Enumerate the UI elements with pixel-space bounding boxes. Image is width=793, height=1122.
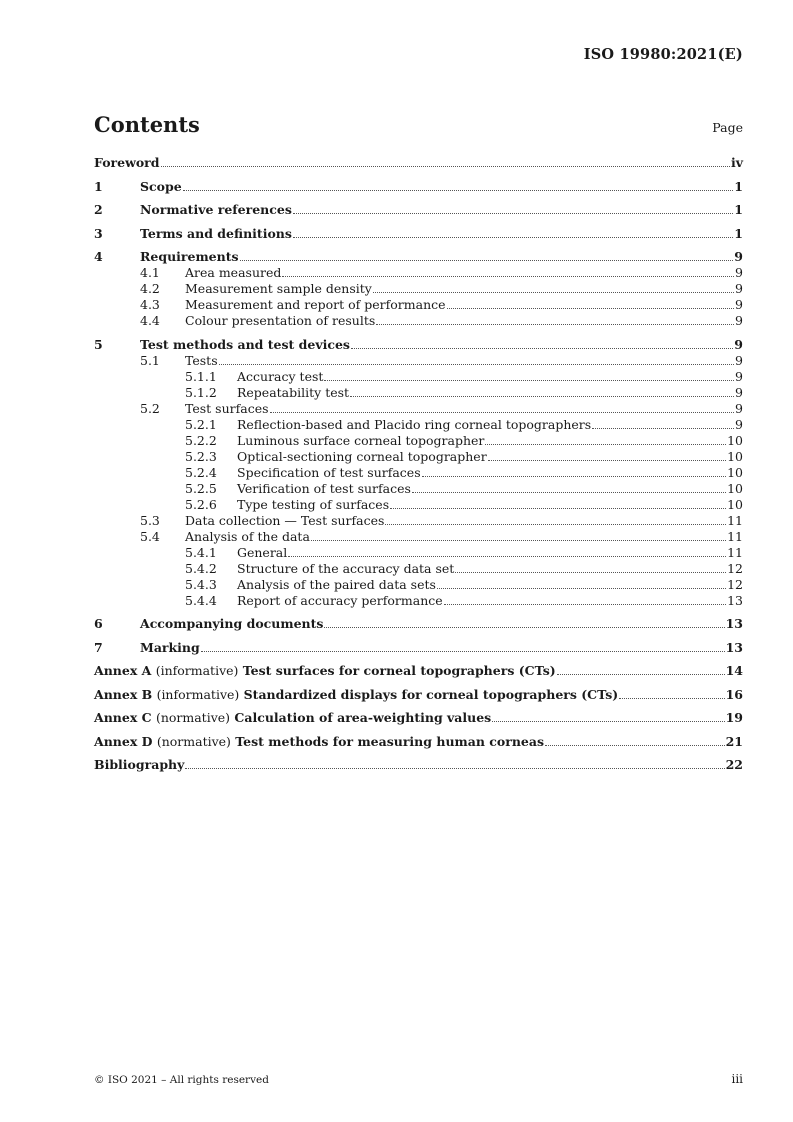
dot-leader (219, 363, 734, 365)
toc-entry-page: 11 (727, 512, 743, 528)
toc-entry-page: 13 (727, 592, 743, 608)
toc-entry[interactable] (94, 577, 743, 593)
annex-title: Test surfaces for corneal topographers (CTs) (242, 663, 556, 678)
dot-leader (592, 427, 734, 429)
toc-entry[interactable] (94, 513, 743, 529)
toc-entry-title: Analysis of the paired data sets (237, 576, 436, 592)
toc-entry-number: 3 (94, 225, 103, 241)
dot-leader (385, 523, 726, 525)
toc-entry-title: General (237, 544, 288, 560)
dot-leader (201, 650, 725, 652)
toc-entry[interactable] (94, 202, 743, 218)
toc-entry-number: 1 (94, 178, 103, 194)
toc-entry-title: Test methods and test devices (140, 336, 350, 352)
toc-entry[interactable] (94, 337, 743, 353)
dot-leader (161, 165, 730, 167)
toc-entry-title: Marking (140, 639, 200, 655)
toc-entry[interactable] (94, 545, 743, 561)
toc-entry-title: Measurement sample density (185, 281, 372, 296)
toc-entry-page: 9 (735, 313, 743, 328)
toc-entry-number: 5.2.3 (185, 448, 217, 464)
toc-entry-number: 5.4.4 (185, 592, 217, 608)
toc-entry-number: 7 (94, 639, 103, 655)
toc-entry[interactable] (94, 663, 743, 679)
toc-entry-page: 9 (735, 352, 743, 368)
page-column-label: Page (712, 120, 743, 135)
toc-entry-title: Verification of test surfaces (237, 480, 411, 496)
toc-entry-page: 16 (725, 686, 743, 702)
toc-entry-title: Analysis of the data (185, 528, 310, 544)
toc-entry[interactable] (94, 497, 743, 513)
dot-leader (185, 767, 724, 769)
dot-leader (492, 720, 724, 722)
toc-entry[interactable] (94, 640, 743, 656)
toc-entry-title: Colour presentation of results (185, 313, 376, 328)
toc-entry-number: 5.1.1 (185, 368, 217, 384)
dot-leader (422, 475, 726, 477)
toc-entry-page: 10 (727, 480, 743, 496)
toc-entry-title: Report of accuracy performance (237, 592, 443, 608)
toc-entry-title: Luminous surface corneal topographer (237, 432, 485, 448)
toc-entry-number: 5 (94, 336, 103, 352)
toc-entry[interactable] (94, 616, 743, 632)
toc-entry-page: 9 (735, 281, 743, 296)
annex-kind: (normative) (155, 710, 231, 725)
toc-entry-page: 9 (735, 297, 743, 312)
toc-entry-page: 9 (735, 368, 743, 384)
dot-leader (485, 443, 726, 445)
toc-entry-title: Type testing of surfaces (237, 496, 390, 512)
toc-entry-page: 10 (727, 496, 743, 512)
toc-entry-number: 5.4.2 (185, 560, 217, 576)
dot-leader (619, 697, 724, 699)
toc-entry[interactable] (94, 313, 743, 329)
toc-entry[interactable] (94, 481, 743, 497)
toc-entry-title: Repeatability test (237, 384, 350, 400)
annex-title: Test methods for measuring human corneas (235, 733, 545, 749)
dot-leader (376, 323, 734, 325)
toc-entry-page: 11 (727, 544, 743, 560)
toc-entry-page: 12 (727, 560, 743, 576)
dot-leader (390, 507, 726, 509)
toc-entry[interactable] (94, 297, 743, 313)
page-number: iii (731, 1072, 743, 1086)
toc-entry[interactable] (94, 353, 743, 369)
toc-entry-number: 5.4 (140, 528, 160, 544)
dot-leader (488, 459, 726, 461)
annex-label: Annex B (94, 686, 153, 702)
toc-entry-page: 9 (735, 265, 743, 280)
dot-leader (288, 555, 726, 557)
toc-entry[interactable] (94, 226, 743, 242)
toc-entry-title: Data collection — Test surfaces (185, 512, 385, 528)
toc-entry-page: 1 (734, 202, 743, 217)
annex-title: Standardized displays for corneal topographers (CTs) (243, 686, 619, 702)
toc-entry-page: 10 (727, 464, 743, 480)
toc-entry-number: 5.1 (140, 352, 160, 368)
table-of-contents (94, 155, 743, 773)
page-title: Contents (94, 112, 200, 137)
toc-entry-number: 2 (94, 202, 103, 217)
toc-entry-title: Accompanying documents (140, 616, 324, 631)
toc-entry[interactable] (94, 734, 743, 750)
toc-entry-page: 9 (734, 336, 743, 352)
toc-entry-page: 11 (727, 528, 743, 544)
dot-leader (183, 189, 734, 191)
toc-entry[interactable] (94, 449, 743, 465)
toc-entry-number: 5.1.2 (185, 384, 217, 400)
toc-entry-title: Reflection-based and Placido ring corneal topographers (237, 416, 592, 432)
dot-leader (282, 275, 734, 277)
copyright-notice: © ISO 2021 – All rights reserved (94, 1074, 269, 1086)
toc-entry-number: 4.2 (140, 281, 160, 296)
dot-leader (270, 411, 735, 413)
toc-entry-page: 10 (727, 448, 743, 464)
dot-leader (447, 307, 735, 309)
toc-entry-page: 12 (727, 576, 743, 592)
toc-entry-title (94, 687, 618, 703)
toc-entry[interactable] (94, 265, 743, 281)
dot-leader (373, 291, 734, 293)
dot-leader (444, 603, 726, 605)
toc-entry-title: Optical-sectioning corneal topographer (237, 448, 487, 464)
toc-entry-page: 9 (734, 249, 743, 264)
toc-entry[interactable] (94, 385, 743, 401)
toc-entry-number: 5.3 (140, 512, 160, 528)
toc-entry-title: Bibliography (94, 757, 185, 772)
toc-entry[interactable] (94, 369, 743, 385)
toc-entry-number: 4.3 (140, 297, 160, 312)
dot-leader (293, 236, 733, 238)
dot-leader (311, 539, 726, 541)
annex-title: Calculation of area-weighting values (234, 710, 492, 725)
toc-entry-page: 14 (725, 663, 743, 678)
toc-entry-title: Foreword (94, 155, 160, 170)
toc-entry-number: 5.2.6 (185, 496, 217, 512)
toc-entry-title (94, 734, 544, 750)
dot-leader (455, 571, 726, 573)
toc-entry-title (94, 663, 556, 679)
toc-entry[interactable] (94, 417, 743, 433)
toc-entry-title: Normative references (140, 202, 292, 217)
dot-leader (545, 744, 725, 746)
annex-kind: (informative) (155, 663, 239, 678)
toc-entry-number: 4.1 (140, 265, 160, 280)
toc-entry-number: 5.2.4 (185, 464, 217, 480)
toc-entry-title: Requirements (140, 249, 239, 264)
toc-entry-page: 9 (735, 384, 743, 400)
toc-entry-title: Test surfaces (185, 400, 269, 416)
toc-entry-number: 4 (94, 249, 103, 264)
toc-entry[interactable] (94, 561, 743, 577)
toc-entry-page: 1 (734, 225, 743, 241)
toc-entry-number: 5.2.5 (185, 480, 217, 496)
annex-label: Annex C (94, 710, 152, 725)
toc-entry-page: 19 (725, 710, 743, 725)
toc-entry-title (94, 710, 491, 726)
toc-entry[interactable] (94, 529, 743, 545)
toc-entry-page: 10 (727, 432, 743, 448)
dot-leader (324, 626, 724, 628)
toc-entry-page: 22 (725, 757, 743, 772)
toc-entry-page: 13 (725, 639, 743, 655)
toc-entry[interactable] (94, 281, 743, 297)
annex-label: Annex D (94, 733, 153, 749)
toc-entry-number: 5.4.3 (185, 576, 217, 592)
toc-entry-number: 4.4 (140, 313, 160, 328)
toc-entry-title: Measurement and report of performance (185, 297, 446, 312)
toc-entry-page: 13 (725, 616, 743, 631)
dot-leader (240, 259, 734, 261)
toc-entry[interactable] (94, 179, 743, 195)
toc-entry-number: 6 (94, 616, 103, 631)
dot-leader (557, 673, 725, 675)
toc-entry-number: 5.2.1 (185, 416, 217, 432)
toc-entry-number: 5.2 (140, 400, 160, 416)
toc-entry-title: Area measured (185, 265, 282, 280)
annex-kind: (informative) (156, 686, 240, 702)
toc-entry[interactable] (94, 465, 743, 481)
toc-entry[interactable] (94, 687, 743, 703)
toc-entry[interactable] (94, 401, 743, 417)
toc-entry-title: Terms and definitions (140, 225, 292, 241)
contents-header (94, 112, 743, 140)
annex-kind: (normative) (156, 733, 231, 749)
dot-leader (350, 395, 734, 397)
dot-leader (437, 587, 726, 589)
toc-entry-page: 1 (734, 178, 743, 194)
toc-entry[interactable] (94, 757, 743, 773)
dot-leader (412, 491, 726, 493)
dot-leader (324, 379, 734, 381)
toc-entry-number: 5.2.2 (185, 432, 217, 448)
toc-entry-number: 5.4.1 (185, 544, 217, 560)
toc-entry-title: Specification of test surfaces (237, 464, 421, 480)
toc-entry-page: 9 (735, 416, 743, 432)
document-id: ISO 19980:2021(E) (583, 46, 743, 63)
toc-entry-title: Structure of the accuracy data set (237, 560, 455, 576)
toc-entry-page: iv (730, 155, 743, 170)
toc-entry[interactable] (94, 593, 743, 609)
dot-leader (293, 212, 733, 214)
toc-entry[interactable] (94, 433, 743, 449)
toc-entry-page: 9 (735, 400, 743, 416)
toc-entry-title: Accuracy test (237, 368, 324, 384)
toc-entry[interactable] (94, 249, 743, 265)
annex-label: Annex A (94, 663, 152, 678)
toc-entry[interactable] (94, 155, 743, 171)
toc-entry-page: 21 (725, 733, 743, 749)
toc-entry-title: Scope (140, 178, 182, 194)
toc-entry[interactable] (94, 710, 743, 726)
dot-leader (351, 347, 733, 349)
toc-entry-title: Tests (185, 352, 218, 368)
